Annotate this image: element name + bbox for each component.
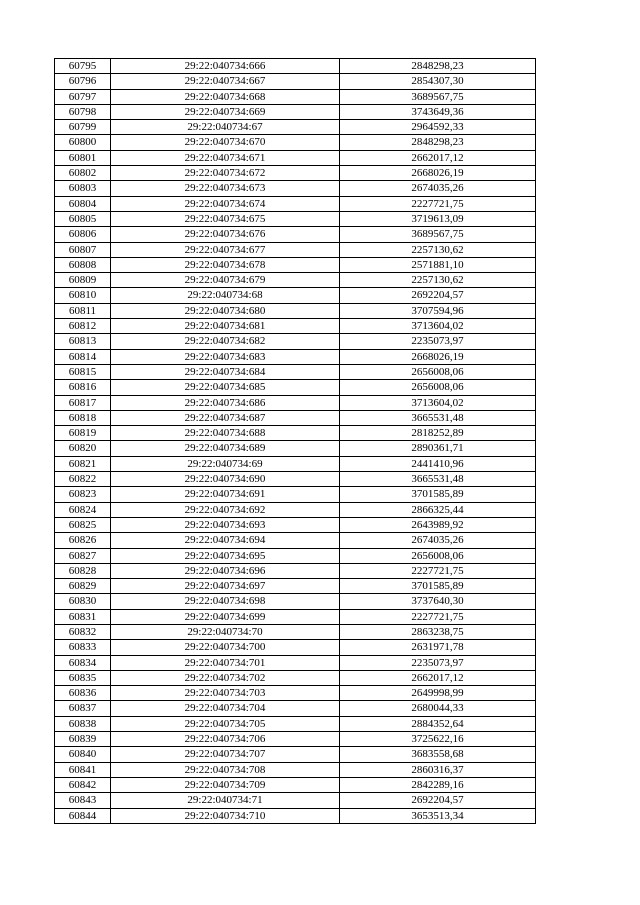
row-number-cell: 60809 bbox=[55, 273, 111, 288]
cadastral-number-cell: 29:22:040734:686 bbox=[111, 395, 340, 410]
value-cell: 3665531,48 bbox=[340, 472, 536, 487]
cadastral-number-cell: 29:22:040734:697 bbox=[111, 579, 340, 594]
cadastral-number-cell: 29:22:040734:688 bbox=[111, 426, 340, 441]
table-row bbox=[55, 732, 536, 747]
table-row bbox=[55, 640, 536, 655]
cadastral-number-cell: 29:22:040734:678 bbox=[111, 257, 340, 272]
value-cell: 2662017,12 bbox=[340, 150, 536, 165]
cadastral-number-cell: 29:22:040734:701 bbox=[111, 655, 340, 670]
table-row bbox=[55, 89, 536, 104]
row-number-cell: 60817 bbox=[55, 395, 111, 410]
cadastral-number-cell: 29:22:040734:690 bbox=[111, 472, 340, 487]
table-row bbox=[55, 487, 536, 502]
value-cell: 3689567,75 bbox=[340, 89, 536, 104]
cadastral-number-cell: 29:22:040734:707 bbox=[111, 747, 340, 762]
row-number-cell: 60823 bbox=[55, 487, 111, 502]
table-row bbox=[55, 150, 536, 165]
table-row bbox=[55, 104, 536, 119]
row-number-cell: 60829 bbox=[55, 579, 111, 594]
row-number-cell: 60824 bbox=[55, 502, 111, 517]
cadastral-number-cell: 29:22:040734:666 bbox=[111, 59, 340, 74]
row-number-cell: 60820 bbox=[55, 441, 111, 456]
data-table bbox=[54, 58, 536, 824]
table-row bbox=[55, 380, 536, 395]
value-cell: 2674035,26 bbox=[340, 533, 536, 548]
row-number-cell: 60799 bbox=[55, 120, 111, 135]
table-row bbox=[55, 808, 536, 823]
table-row bbox=[55, 426, 536, 441]
cadastral-number-cell: 29:22:040734:704 bbox=[111, 701, 340, 716]
row-number-cell: 60837 bbox=[55, 701, 111, 716]
table-row bbox=[55, 334, 536, 349]
table-row bbox=[55, 242, 536, 257]
table-row bbox=[55, 120, 536, 135]
cadastral-number-cell: 29:22:040734:696 bbox=[111, 563, 340, 578]
row-number-cell: 60838 bbox=[55, 716, 111, 731]
value-cell: 2680044,33 bbox=[340, 701, 536, 716]
cadastral-number-cell: 29:22:040734:685 bbox=[111, 380, 340, 395]
table-row bbox=[55, 181, 536, 196]
table-row bbox=[55, 762, 536, 777]
cadastral-number-cell: 29:22:040734:669 bbox=[111, 104, 340, 119]
value-cell: 2257130,62 bbox=[340, 273, 536, 288]
table-row bbox=[55, 319, 536, 334]
row-number-cell: 60828 bbox=[55, 563, 111, 578]
table-row bbox=[55, 196, 536, 211]
table-row bbox=[55, 74, 536, 89]
row-number-cell: 60803 bbox=[55, 181, 111, 196]
cadastral-number-cell: 29:22:040734:71 bbox=[111, 793, 340, 808]
value-cell: 3743649,36 bbox=[340, 104, 536, 119]
cadastral-number-cell: 29:22:040734:67 bbox=[111, 120, 340, 135]
cadastral-number-cell: 29:22:040734:709 bbox=[111, 777, 340, 792]
cadastral-number-cell: 29:22:040734:676 bbox=[111, 227, 340, 242]
cadastral-number-cell: 29:22:040734:683 bbox=[111, 349, 340, 364]
cadastral-number-cell: 29:22:040734:668 bbox=[111, 89, 340, 104]
value-cell: 2818252,89 bbox=[340, 426, 536, 441]
value-cell: 2668026,19 bbox=[340, 166, 536, 181]
table-row bbox=[55, 655, 536, 670]
table-row bbox=[55, 410, 536, 425]
row-number-cell: 60834 bbox=[55, 655, 111, 670]
cadastral-number-cell: 29:22:040734:673 bbox=[111, 181, 340, 196]
row-number-cell: 60841 bbox=[55, 762, 111, 777]
row-number-cell: 60807 bbox=[55, 242, 111, 257]
table-row bbox=[55, 59, 536, 74]
value-cell: 3701585,89 bbox=[340, 487, 536, 502]
table-row bbox=[55, 609, 536, 624]
table-row bbox=[55, 288, 536, 303]
table-row bbox=[55, 135, 536, 150]
row-number-cell: 60815 bbox=[55, 364, 111, 379]
table-row bbox=[55, 456, 536, 471]
cadastral-number-cell: 29:22:040734:679 bbox=[111, 273, 340, 288]
cadastral-number-cell: 29:22:040734:667 bbox=[111, 74, 340, 89]
cadastral-number-cell: 29:22:040734:705 bbox=[111, 716, 340, 731]
value-cell: 2649998,99 bbox=[340, 686, 536, 701]
cadastral-number-cell: 29:22:040734:670 bbox=[111, 135, 340, 150]
value-cell: 2674035,26 bbox=[340, 181, 536, 196]
row-number-cell: 60827 bbox=[55, 548, 111, 563]
value-cell: 3701585,89 bbox=[340, 579, 536, 594]
cadastral-number-cell: 29:22:040734:682 bbox=[111, 334, 340, 349]
value-cell: 2860316,37 bbox=[340, 762, 536, 777]
cadastral-number-cell: 29:22:040734:695 bbox=[111, 548, 340, 563]
value-cell: 2227721,75 bbox=[340, 609, 536, 624]
row-number-cell: 60840 bbox=[55, 747, 111, 762]
value-cell: 2964592,33 bbox=[340, 120, 536, 135]
cadastral-number-cell: 29:22:040734:69 bbox=[111, 456, 340, 471]
table-row bbox=[55, 257, 536, 272]
row-number-cell: 60839 bbox=[55, 732, 111, 747]
cadastral-number-cell: 29:22:040734:699 bbox=[111, 609, 340, 624]
row-number-cell: 60826 bbox=[55, 533, 111, 548]
table-row bbox=[55, 227, 536, 242]
table-row bbox=[55, 364, 536, 379]
cadastral-number-cell: 29:22:040734:68 bbox=[111, 288, 340, 303]
cadastral-number-cell: 29:22:040734:677 bbox=[111, 242, 340, 257]
row-number-cell: 60821 bbox=[55, 456, 111, 471]
table-row bbox=[55, 349, 536, 364]
row-number-cell: 60811 bbox=[55, 303, 111, 318]
cadastral-number-cell: 29:22:040734:674 bbox=[111, 196, 340, 211]
value-cell: 3713604,02 bbox=[340, 319, 536, 334]
row-number-cell: 60801 bbox=[55, 150, 111, 165]
row-number-cell: 60830 bbox=[55, 594, 111, 609]
cadastral-number-cell: 29:22:040734:680 bbox=[111, 303, 340, 318]
table-row bbox=[55, 303, 536, 318]
table-row bbox=[55, 166, 536, 181]
row-number-cell: 60796 bbox=[55, 74, 111, 89]
table-row bbox=[55, 594, 536, 609]
value-cell: 2571881,10 bbox=[340, 257, 536, 272]
row-number-cell: 60831 bbox=[55, 609, 111, 624]
row-number-cell: 60800 bbox=[55, 135, 111, 150]
table-row bbox=[55, 701, 536, 716]
cadastral-number-cell: 29:22:040734:689 bbox=[111, 441, 340, 456]
cadastral-number-cell: 29:22:040734:702 bbox=[111, 670, 340, 685]
row-number-cell: 60802 bbox=[55, 166, 111, 181]
table-row bbox=[55, 502, 536, 517]
value-cell: 2668026,19 bbox=[340, 349, 536, 364]
table-row bbox=[55, 533, 536, 548]
table-row bbox=[55, 211, 536, 226]
cadastral-number-cell: 29:22:040734:691 bbox=[111, 487, 340, 502]
row-number-cell: 60844 bbox=[55, 808, 111, 823]
row-number-cell: 60816 bbox=[55, 380, 111, 395]
cadastral-number-cell: 29:22:040734:703 bbox=[111, 686, 340, 701]
value-cell: 2692204,57 bbox=[340, 793, 536, 808]
table-row bbox=[55, 624, 536, 639]
row-number-cell: 60810 bbox=[55, 288, 111, 303]
table-row bbox=[55, 472, 536, 487]
value-cell: 2848298,23 bbox=[340, 135, 536, 150]
value-cell: 2656008,06 bbox=[340, 380, 536, 395]
row-number-cell: 60797 bbox=[55, 89, 111, 104]
value-cell: 2235073,97 bbox=[340, 655, 536, 670]
value-cell: 3725622,16 bbox=[340, 732, 536, 747]
cadastral-number-cell: 29:22:040734:694 bbox=[111, 533, 340, 548]
row-number-cell: 60835 bbox=[55, 670, 111, 685]
value-cell: 2631971,78 bbox=[340, 640, 536, 655]
value-cell: 2656008,06 bbox=[340, 364, 536, 379]
value-cell: 2235073,97 bbox=[340, 334, 536, 349]
row-number-cell: 60819 bbox=[55, 426, 111, 441]
value-cell: 2842289,16 bbox=[340, 777, 536, 792]
value-cell: 3713604,02 bbox=[340, 395, 536, 410]
cadastral-number-cell: 29:22:040734:693 bbox=[111, 517, 340, 532]
value-cell: 2863238,75 bbox=[340, 624, 536, 639]
value-cell: 2656008,06 bbox=[340, 548, 536, 563]
row-number-cell: 60795 bbox=[55, 59, 111, 74]
cadastral-number-cell: 29:22:040734:692 bbox=[111, 502, 340, 517]
cadastral-number-cell: 29:22:040734:672 bbox=[111, 166, 340, 181]
value-cell: 3707594,96 bbox=[340, 303, 536, 318]
row-number-cell: 60804 bbox=[55, 196, 111, 211]
row-number-cell: 60836 bbox=[55, 686, 111, 701]
table-row bbox=[55, 517, 536, 532]
table-row bbox=[55, 777, 536, 792]
value-cell: 2866325,44 bbox=[340, 502, 536, 517]
cadastral-number-cell: 29:22:040734:687 bbox=[111, 410, 340, 425]
value-cell: 2884352,64 bbox=[340, 716, 536, 731]
table-row bbox=[55, 747, 536, 762]
value-cell: 2227721,75 bbox=[340, 563, 536, 578]
value-cell: 3719613,09 bbox=[340, 211, 536, 226]
row-number-cell: 60825 bbox=[55, 517, 111, 532]
value-cell: 2257130,62 bbox=[340, 242, 536, 257]
value-cell: 3683558,68 bbox=[340, 747, 536, 762]
cadastral-number-cell: 29:22:040734:698 bbox=[111, 594, 340, 609]
cadastral-number-cell: 29:22:040734:706 bbox=[111, 732, 340, 747]
cadastral-number-cell: 29:22:040734:675 bbox=[111, 211, 340, 226]
table-row bbox=[55, 579, 536, 594]
table-row bbox=[55, 273, 536, 288]
cadastral-number-cell: 29:22:040734:708 bbox=[111, 762, 340, 777]
table-row bbox=[55, 441, 536, 456]
cadastral-number-cell: 29:22:040734:700 bbox=[111, 640, 340, 655]
row-number-cell: 60813 bbox=[55, 334, 111, 349]
cadastral-number-cell: 29:22:040734:710 bbox=[111, 808, 340, 823]
row-number-cell: 60798 bbox=[55, 104, 111, 119]
row-number-cell: 60814 bbox=[55, 349, 111, 364]
table-row bbox=[55, 793, 536, 808]
value-cell: 2854307,30 bbox=[340, 74, 536, 89]
cadastral-number-cell: 29:22:040734:70 bbox=[111, 624, 340, 639]
value-cell: 3689567,75 bbox=[340, 227, 536, 242]
row-number-cell: 60805 bbox=[55, 211, 111, 226]
table-body bbox=[55, 59, 536, 824]
row-number-cell: 60806 bbox=[55, 227, 111, 242]
cadastral-number-cell: 29:22:040734:684 bbox=[111, 364, 340, 379]
value-cell: 3653513,34 bbox=[340, 808, 536, 823]
cadastral-number-cell: 29:22:040734:681 bbox=[111, 319, 340, 334]
row-number-cell: 60832 bbox=[55, 624, 111, 639]
row-number-cell: 60822 bbox=[55, 472, 111, 487]
row-number-cell: 60842 bbox=[55, 777, 111, 792]
row-number-cell: 60833 bbox=[55, 640, 111, 655]
row-number-cell: 60843 bbox=[55, 793, 111, 808]
table-row bbox=[55, 670, 536, 685]
row-number-cell: 60818 bbox=[55, 410, 111, 425]
table-row bbox=[55, 563, 536, 578]
value-cell: 2692204,57 bbox=[340, 288, 536, 303]
table-row bbox=[55, 395, 536, 410]
table-row bbox=[55, 716, 536, 731]
table-row bbox=[55, 686, 536, 701]
value-cell: 2848298,23 bbox=[340, 59, 536, 74]
value-cell: 2227721,75 bbox=[340, 196, 536, 211]
row-number-cell: 60812 bbox=[55, 319, 111, 334]
table-row bbox=[55, 548, 536, 563]
row-number-cell: 60808 bbox=[55, 257, 111, 272]
cadastral-number-cell: 29:22:040734:671 bbox=[111, 150, 340, 165]
value-cell: 3737640,30 bbox=[340, 594, 536, 609]
value-cell: 2662017,12 bbox=[340, 670, 536, 685]
value-cell: 2890361,71 bbox=[340, 441, 536, 456]
value-cell: 2441410,96 bbox=[340, 456, 536, 471]
value-cell: 3665531,48 bbox=[340, 410, 536, 425]
value-cell: 2643989,92 bbox=[340, 517, 536, 532]
